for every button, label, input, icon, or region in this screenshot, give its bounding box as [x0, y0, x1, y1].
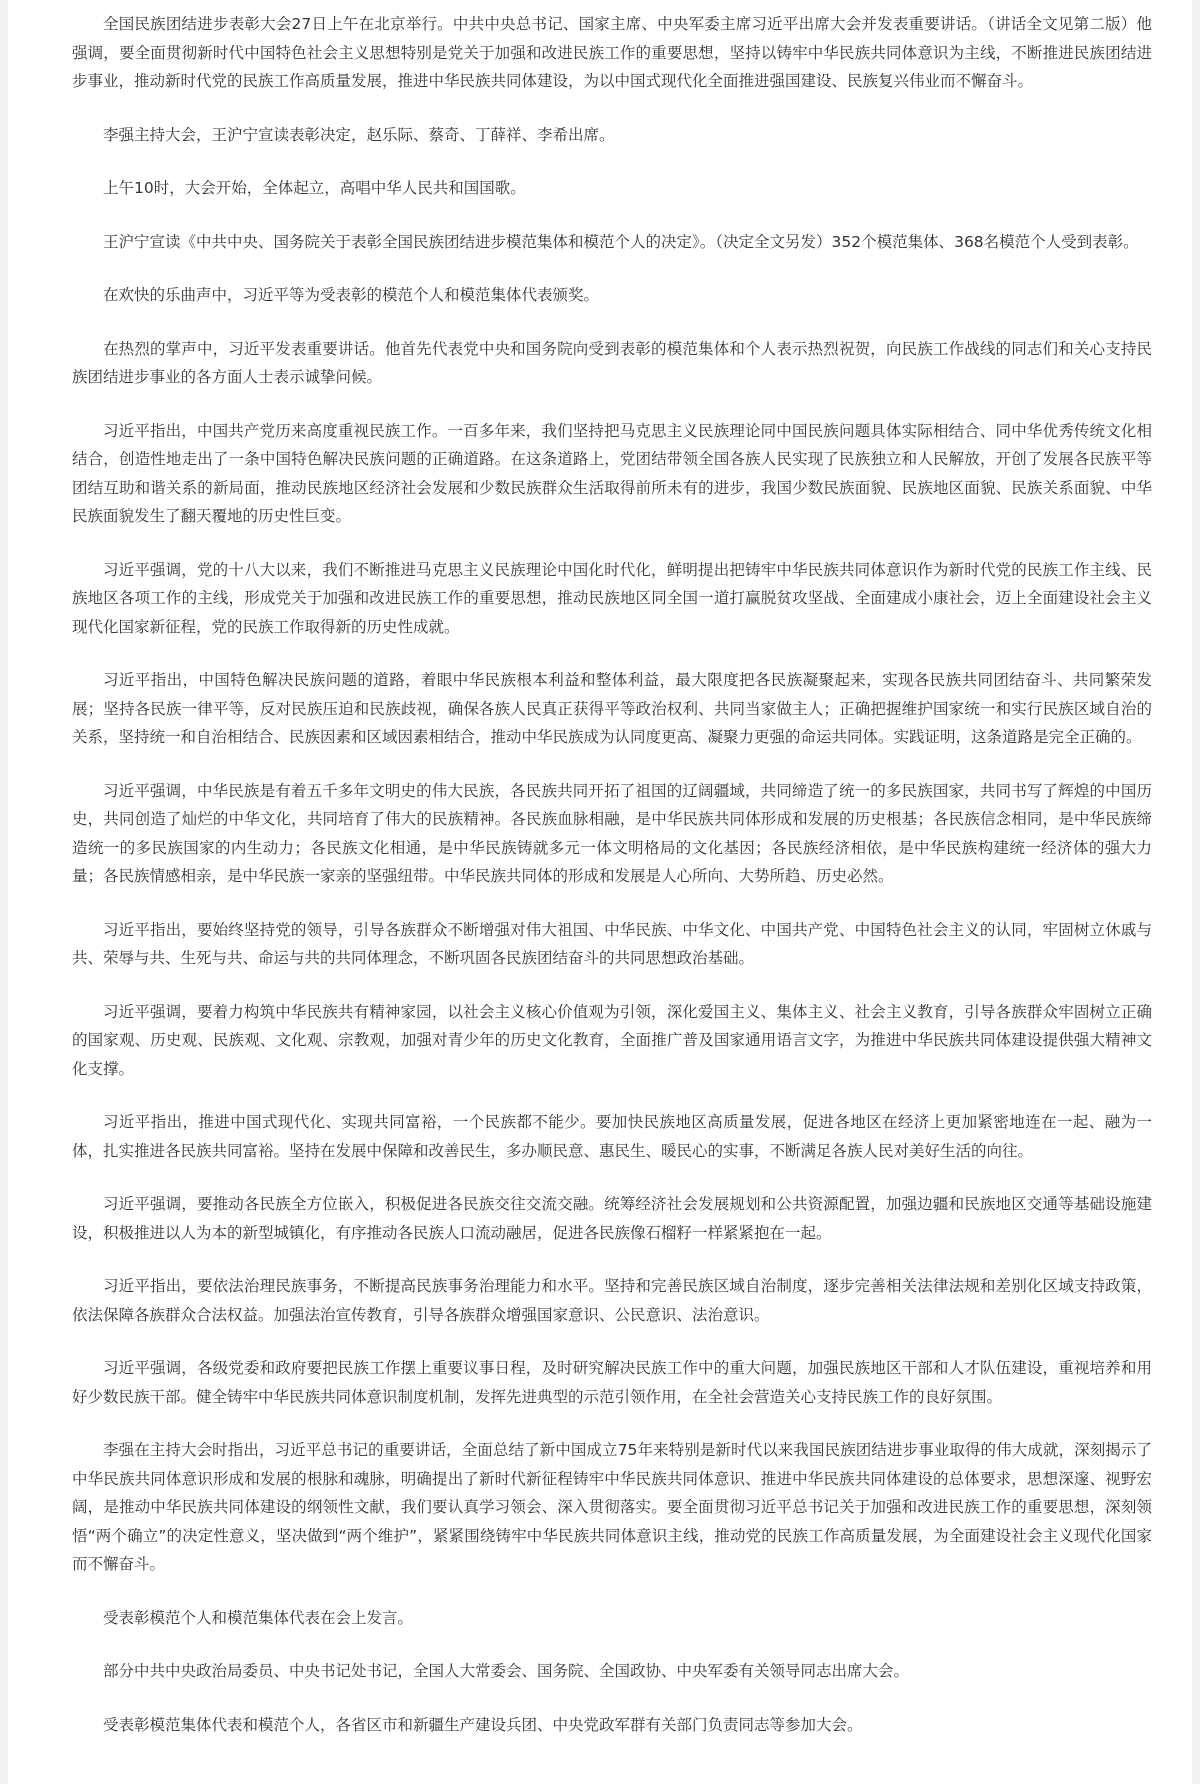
- paragraph: 受表彰模范集体代表和模范个人，各省区市和新疆生产建设兵团、中央党政军群有关部门负责同志等参加大会。: [103, 1715, 863, 1734]
- article-body: [72, 10, 1152, 1739]
- paragraph: 习近平强调，各级党委和政府要把民族工作摆上重要议事日程，及时研究解决民族工作中的重大问题，加强民族地区干部和人才队伍建设，重视培养和用好少数民族干部。健全铸牢中华民族共同体意识制度机制，发挥先进典型的示范引领作用，在全社会营造关心支持民族工作的良好氛围。: [72, 1359, 1152, 1406]
- paragraph: 习近平强调，要着力构筑中华民族共有精神家园，以社会主义核心价值观为引领，深化爱国主义、集体主义、社会主义教育，引导各族群众牢固树立正确的国家观、历史观、民族观、文化观、宗教观，加强对青少年的历史文化教育，全面推广普及国家通用语言文字，为推进中华民族共同体建设提供强大精神文化支撑。: [72, 1002, 1152, 1078]
- paragraph: 习近平强调，要推动各民族全方位嵌入，积极促进各民族交往交流交融。统筹经济社会发展规划和公共资源配置，加强边疆和民族地区交通等基础设施建设，积极推进以人为本的新型城镇化，有序推动各民族人口流动融居，促进各民族像石榴籽一样紧紧抱在一起。: [72, 1195, 1152, 1242]
- paragraph: 习近平指出，要始终坚持党的领导，引导各族群众不断增强对伟大祖国、中华民族、中华文化、中国共产党、中国特色社会主义的认同，牢固树立休戚与共、荣辱与共、生死与共、命运与共的共同体理念，不断巩固各民族团结奋斗的共同思想政治基础。: [72, 920, 1152, 967]
- paragraph: 习近平指出，中国共产党历来高度重视民族工作。一百多年来，我们坚持把马克思主义民族理论同中国民族问题具体实际相结合、同中华优秀传统文化相结合，创造性地走出了一条中国特色解决民族问题的正确道路。在这条道路上，党团结带领全国各族人民实现了民族独立和人民解放，开创了发展各民族平等团结互助和谐关系的新局面，推动民族地区经济社会发展和少数民族群众生活取得前所未有的进步，我国少数民族面貌、民族地区面貌、民族关系面貌、中华民族面貌发生了翻天覆地的历史性巨变。: [72, 421, 1152, 525]
- paragraph: 习近平强调，党的十八大以来，我们不断推进马克思主义民族理论中国化时代化，鲜明提出把铸牢中华民族共同体意识作为新时代党的民族工作主线、民族地区各项工作的主线，形成党关于加强和改进民族工作的重要思想，推动民族地区同全国一道打赢脱贫攻坚战、全面建成小康社会，迈上全面建设社会主义现代化国家新征程，党的民族工作取得新的历史性成就。: [72, 560, 1152, 636]
- paragraph: 王沪宁宣读《中共中央、国务院关于表彰全国民族团结进步模范集体和模范个人的决定》。（决定全文另发）352个模范集体、368名模范个人受到表彰。: [103, 232, 1139, 251]
- paragraph: 习近平指出，推进中国式现代化、实现共同富裕，一个民族都不能少。要加快民族地区高质量发展，促进各地区在经济上更加紧密地连在一起、融为一体，扎实推进各民族共同富裕。坚持在发展中保障和改善民生，多办顺民意、惠民生、暖民心的实事，不断满足各族人民对美好生活的向往。: [72, 1113, 1152, 1160]
- paragraph: 部分中共中央政治局委员、中央书记处书记，全国人大常委会、国务院、全国政协、中央军委有关领导同志出席大会。: [103, 1662, 910, 1680]
- paragraph: 全国民族团结进步表彰大会27日上午在北京举行。中共中央总书记、国家主席、中央军委主席习近平出席大会并发表重要讲话。（讲话全文见第二版）他强调，要全面贯彻新时代中国特色社会主义思想特别是党关于加强和改进民族工作的重要思想，坚持以铸牢中华民族共同体意识为主线，不断推进民族团结进步事业，推动新时代党的民族工作高质量发展，推进中华民族共同体建设，为以中国式现代化全面推进强国建设、民族复兴伟业而不懈奋斗。: [72, 15, 1152, 90]
- article-page: [8, 0, 1192, 1784]
- paragraph: 习近平强调，中华民族是有着五千多年文明史的伟大民族，各民族共同开拓了祖国的辽阔疆域，共同缔造了统一的多民族国家，共同书写了辉煌的中国历史，共同创造了灿烂的中华文化，共同培育了伟大的民族精神。各民族血脉相融，是中华民族共同体形成和发展的历史根基；各民族信念相同，是中华民族缔造统一的多民族国家的内生动力；各民族文化相通，是中华民族铸就多元一体文明格局的文化基因；各民族经济相依，是中华民族构建统一经济体的强大力量；各民族情感相亲，是中华民族一家亲的坚强纽带。中华民族共同体的形成和发展是人心所向、大势所趋、历史必然。: [72, 781, 1152, 885]
- paragraph: 李强在主持大会时指出，习近平总书记的重要讲话，全面总结了新中国成立75年来特别是新时代以来我国民族团结进步事业取得的伟大成就，深刻揭示了中华民族共同体意识形成和发展的根脉和魂脉，明确提出了新时代新征程铸牢中华民族共同体意识、推进中华民族共同体建设的总体要求，思想深邃、视野宏阔，是推动中华民族共同体建设的纲领性文献，我们要认真学习领会、深入贯彻落实。要全面贯彻习近平总书记关于加强和改进民族工作的重要思想，深刻领悟“两个确立”的决定性意义，坚决做到“两个维护”，紧紧围绕铸牢中华民族共同体意识主线，推动党的民族工作高质量发展，为全面建设社会主义现代化国家而不懈奋斗。: [72, 1441, 1152, 1573]
- paragraph: 在欢快的乐曲声中，习近平等为受表彰的模范个人和模范集体代表颁奖。: [103, 286, 600, 304]
- paragraph: 习近平指出，要依法治理民族事务，不断提高民族事务治理能力和水平。坚持和完善民族区域自治制度，逐步完善相关法律法规和差别化区域支持政策，依法保障各族群众合法权益。加强法治宣传教育，引导各族群众增强国家意识、公民意识、法治意识。: [72, 1277, 1152, 1324]
- paragraph: 上午10时，大会开始，全体起立，高唱中华人民共和国国歌。: [103, 179, 526, 197]
- paragraph: 在热烈的掌声中，习近平发表重要讲话。他首先代表党中央和国务院向受到表彰的模范集体和个人表示热烈祝贺，向民族工作战线的同志们和关心支持民族团结进步事业的各方面人士表示诚挚问候。: [72, 339, 1152, 386]
- paragraph: 李强主持大会，王沪宁宣读表彰决定，赵乐际、蔡奇、丁薛祥、李希出席。: [103, 125, 615, 144]
- paragraph: 习近平指出，中国特色解决民族问题的道路，着眼中华民族根本利益和整体利益，最大限度把各民族凝聚起来，实现各民族共同团结奋斗、共同繁荣发展；坚持各民族一律平等，反对民族压迫和民族歧视，确保各族人民真正获得平等政治权利、共同当家做主人；正确把握维护国家统一和实行民族区域自治的关系，坚持统一和自治相结合、民族因素和区域因素相结合，推动中华民族成为认同度更高、凝聚力更强的命运共同体。实践证明，这条道路是完全正确的。: [72, 671, 1152, 746]
- paragraph: 受表彰模范个人和模范集体代表在会上发言。: [103, 1608, 414, 1627]
